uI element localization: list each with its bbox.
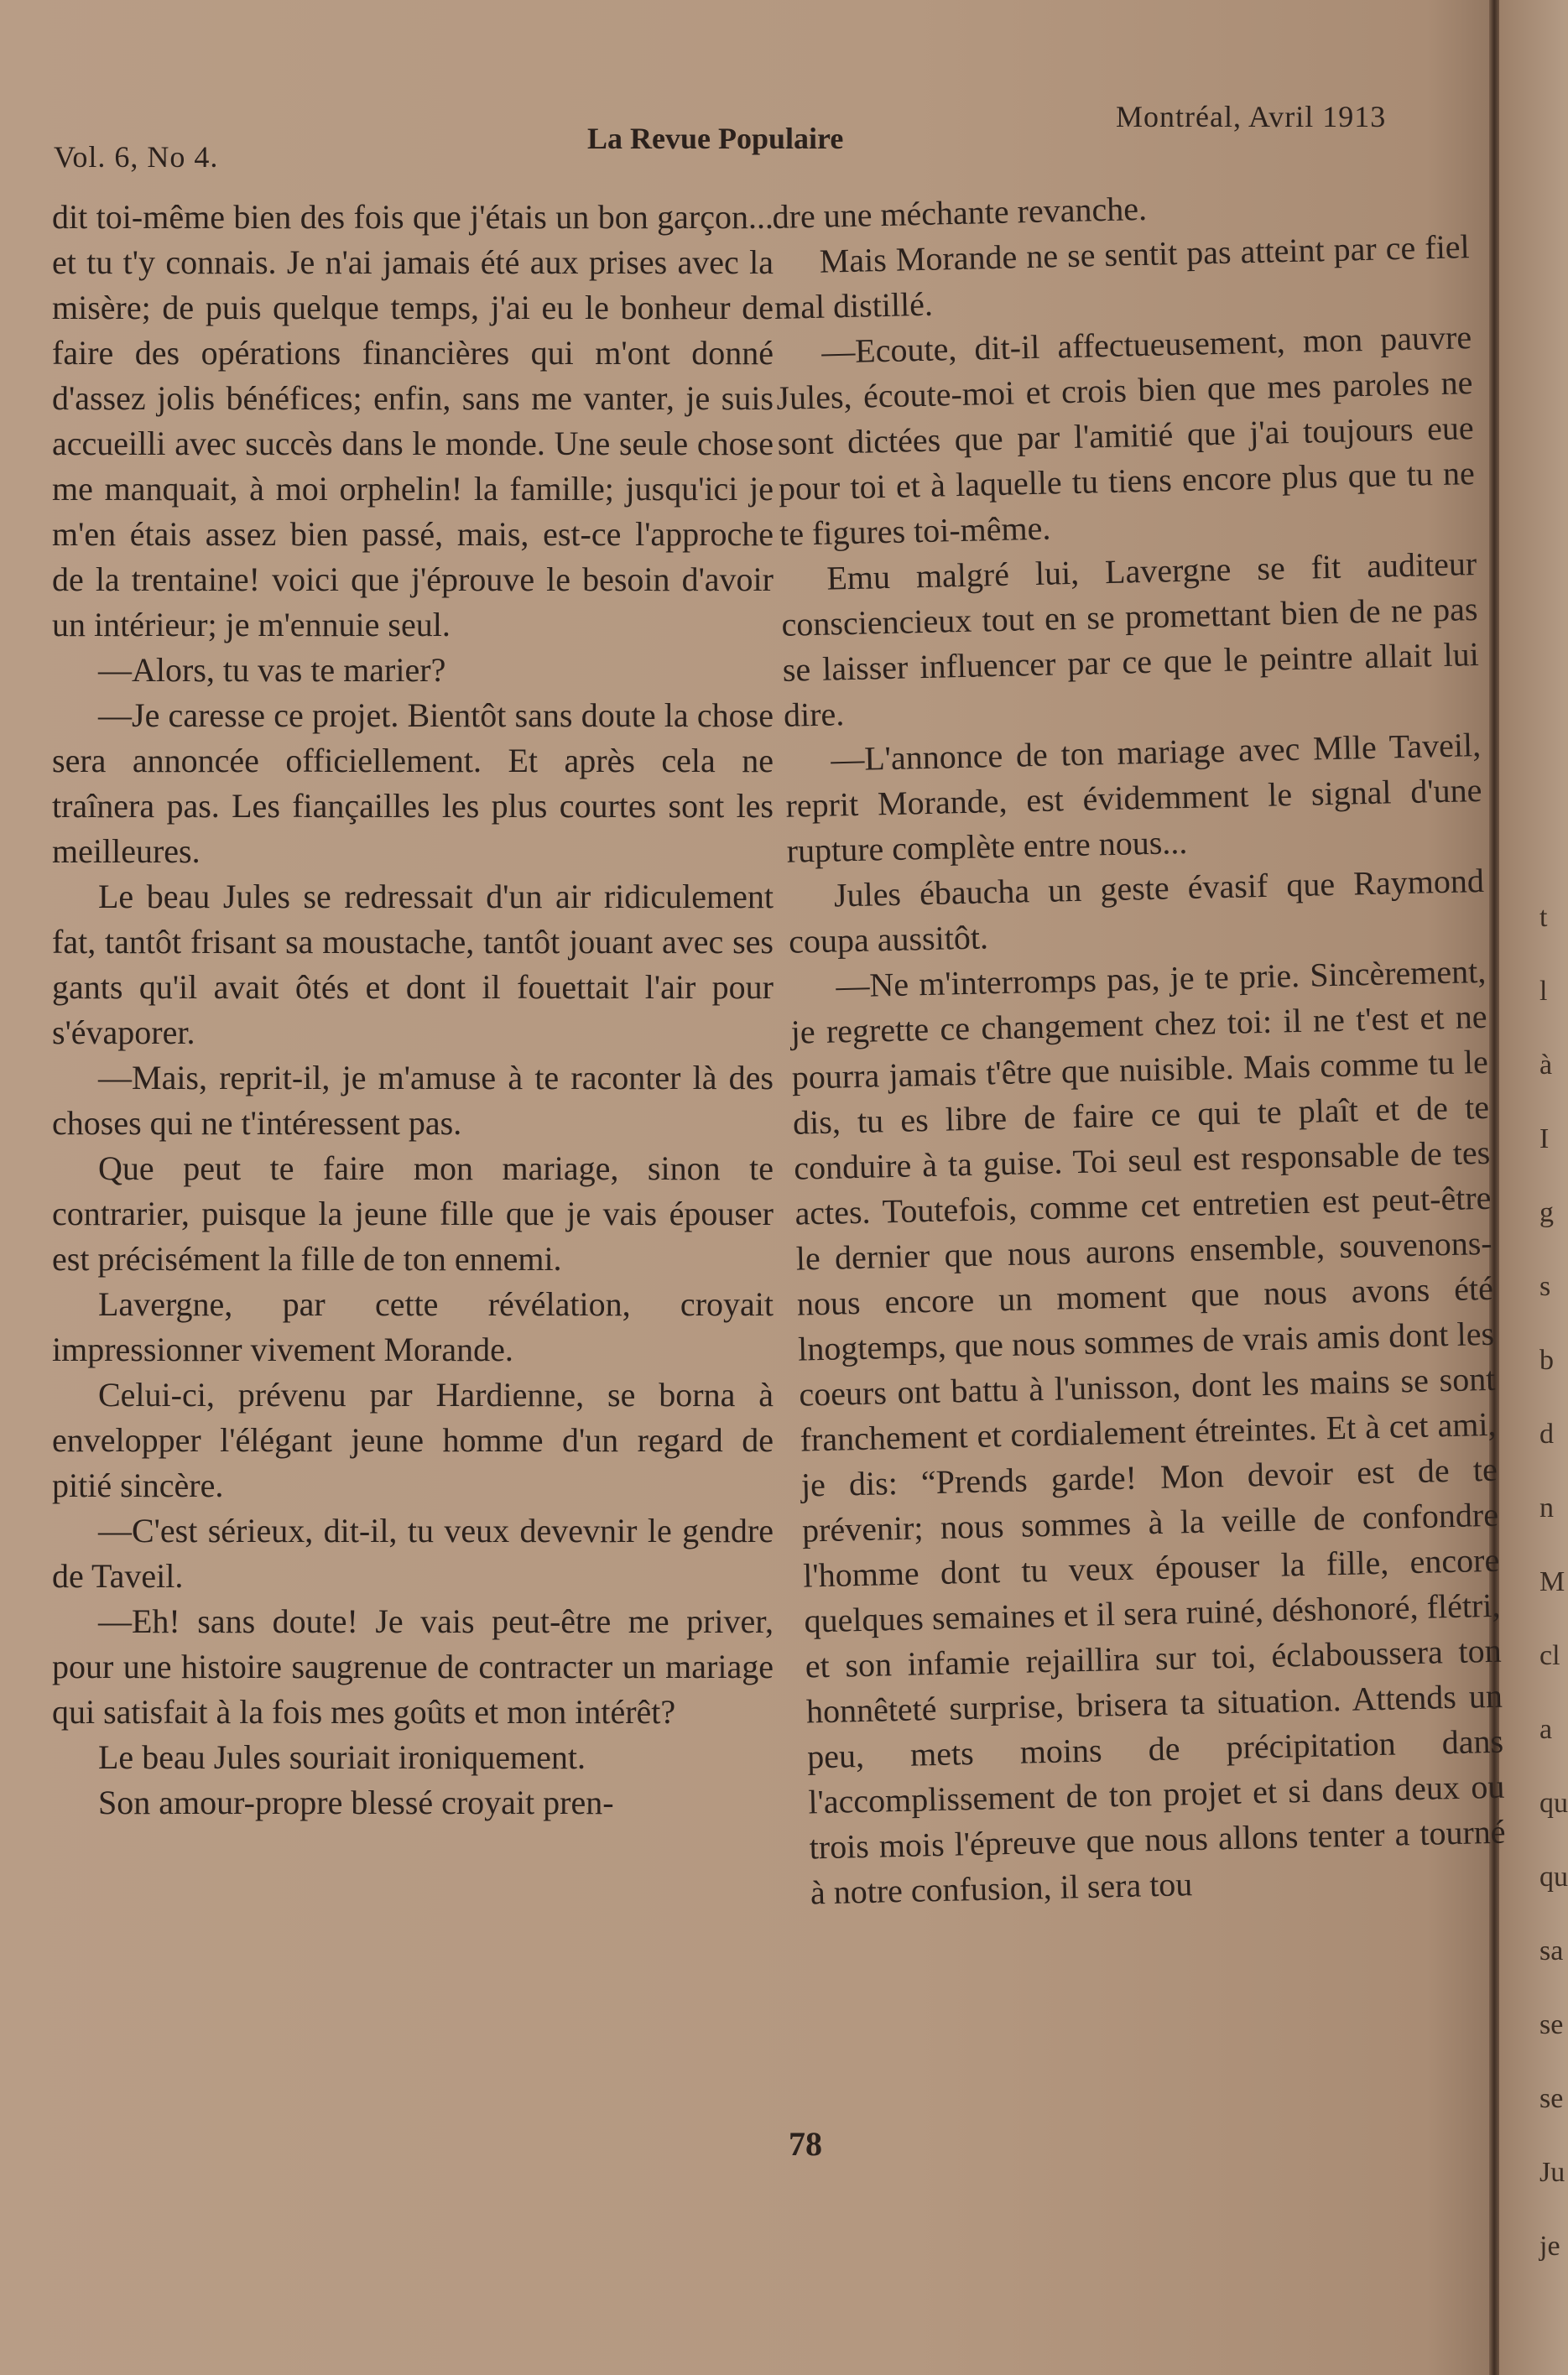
edge-letter: sa (1539, 1935, 1564, 1966)
paragraph: Celui-ci, prévenu par Hardienne, se borna à envelopper l'élégant jeune homme d'un regard de pitié sincère. (52, 1376, 774, 1504)
edge-letter: n (1539, 1492, 1554, 1523)
paragraph: dre une méchante revanche. (772, 189, 1148, 236)
paragraph: Le beau Jules souriait ironiquement. (98, 1738, 586, 1776)
paragraph: —Eh! sans doute! Je vais peut-être me priver, pour une histoire saugrenue de contracter un mariage qui satisfait à la fois mes goûts et mon intérêt? (52, 1602, 774, 1731)
paragraph: —L'annonce de ton mariage avec Mlle Taveil, reprit Morande, est évidemment le signal d'une rupture complète entre nous... (785, 726, 1482, 870)
page-number: 78 (789, 2125, 822, 2163)
edge-letter: je (1539, 2231, 1560, 2262)
edge-letter: qu (1539, 1862, 1568, 1893)
paragraph: Jules ébaucha un geste évasif que Raymond coupa aussitôt. (788, 861, 1485, 961)
facing-page-letters (1539, 881, 1568, 2284)
left-column (52, 195, 774, 1826)
edge-letter: M (1539, 1566, 1565, 1597)
paragraph: —Ecoute, dit-il affectueusement, mon pauvre Jules, écoute-moi et crois bien que mes paroles ne sont dictées que par l'amitié que j'ai toujours eue pour toi et à laquelle tu tiens encore plus que tu ne te figures toi-même. (775, 318, 1476, 553)
edge-letter: b (1539, 1345, 1554, 1376)
paragraph: —Alors, tu vas te marier? (98, 651, 446, 689)
volume-number: Vol. 6, No 4. (54, 140, 219, 174)
paragraph: Lavergne, par cette révélation, croyait impressionner vivement Morande. (52, 1285, 774, 1368)
paragraph: Mais Morande ne se sentit pas atteint par ce fiel mal distillé. (774, 227, 1471, 326)
edge-letter: I (1539, 1123, 1550, 1154)
running-header (0, 99, 1502, 174)
paragraph: —Ne m'interromps pas, je te prie. Sincèrement, je regrette ce changement chez toi: il ne t'est et ne pourra jamais t'être que nuisible. Mais comme tu le dis, tu es libre de faire ce qui te plaît et de te conduire à ta guise. Toi seul est responsable de tes actes. Toutefois, comme cet entretien est peut-être le dernier que nous aurons ensemble, souvenons-nous encore un moment que nous avons été lnogtemps, que nous sommes de vrais amis dont les coeurs ont battu à l'unisson, dont les mains se sont franchement et cordialement étreintes. Et à cet ami, je dis: “Prends garde! Mon devoir est de te prévenir; nous sommes à la veille de confondre l'homme dont tu veux épouser la fille, encore quelques semaines et il sera ruiné, déshonoré, flétri, et son infamie rejaillira sur toi, éclaboussera ton honnêteté surprise, brisera ta situation. Attends un peu, mets moins de précipitation dans l'accomplissement de ton projet et si dans deux ou trois mois l'épreuve que nous allons tenter a tourné à notre confusion, il sera tou (790, 951, 1507, 1912)
edge-letter: se (1539, 2009, 1564, 2040)
paragraph: —Je caresse ce projet. Bientôt sans doute la chose sera annoncée officiellement. Et après cela ne traînera pas. Les fiançailles les plus courtes sont les meilleures. (52, 696, 774, 870)
paragraph: Son amour-propre blessé croyait pren- (98, 1784, 614, 1821)
edge-letter: d (1539, 1419, 1554, 1450)
place-date: Montréal, Avril 1913 (1116, 100, 1387, 133)
paragraph: Le beau Jules se redressait d'un air ridiculement fat, tantôt frisant sa moustache, tantôt jouant avec ses gants qu'il avait ôtés et dont il fouettait l'air pour s'évaporer. (52, 878, 774, 1051)
edge-letter: Ju (1539, 2157, 1565, 2188)
paragraph: —Mais, reprit-il, je m'amuse à te raconter là des choses qui ne t'intéressent pas. (52, 1059, 774, 1142)
paragraph: Que peut te faire mon mariage, sinon te contrarier, puisque la jeune fille que je vais épouser est précisément la fille de ton ennemi. (52, 1149, 774, 1278)
paragraph: —C'est sérieux, dit-il, tu veux devevnir le gendre de Taveil. (52, 1512, 774, 1595)
edge-letter: g (1539, 1197, 1554, 1228)
publication-title: La Revue Populaire (587, 122, 844, 155)
paragraph: dit toi-même bien des fois que j'étais un bon garçon... et tu t'y connais. Je n'ai jamais été aux prises avec la misère; de puis quelque temps, j'ai eu le bonheur de faire des opérations financières qui m'ont donné d'assez jolis bénéfices; enfin, sans me vanter, je suis accueilli avec succès dans le monde. Une seule chose me manquait, à moi orphelin! la famille; jusqu'ici je m'en étais assez bien passé, mais, est-ce l'approche de la trentaine! voici que j'éprouve le besoin d'avoir un intérieur; je m'ennuie seul. (52, 198, 774, 643)
edge-letter: s (1539, 1271, 1551, 1302)
edge-letter: à (1539, 1049, 1553, 1081)
edge-letter: se (1539, 2083, 1564, 2114)
edge-letter: qu (1539, 1788, 1568, 1819)
paragraph: Emu malgré lui, Lavergne se fit auditeur consciencieux tout en se promettant bien de ne pas se laisser influencer par ce que le peintre allait lui dire. (781, 544, 1480, 734)
edge-letter: a (1539, 1714, 1553, 1745)
edge-letter: t (1539, 902, 1548, 933)
edge-letter: cl (1539, 1640, 1560, 1671)
edge-letter: l (1539, 976, 1548, 1007)
right-column (772, 179, 1507, 1915)
